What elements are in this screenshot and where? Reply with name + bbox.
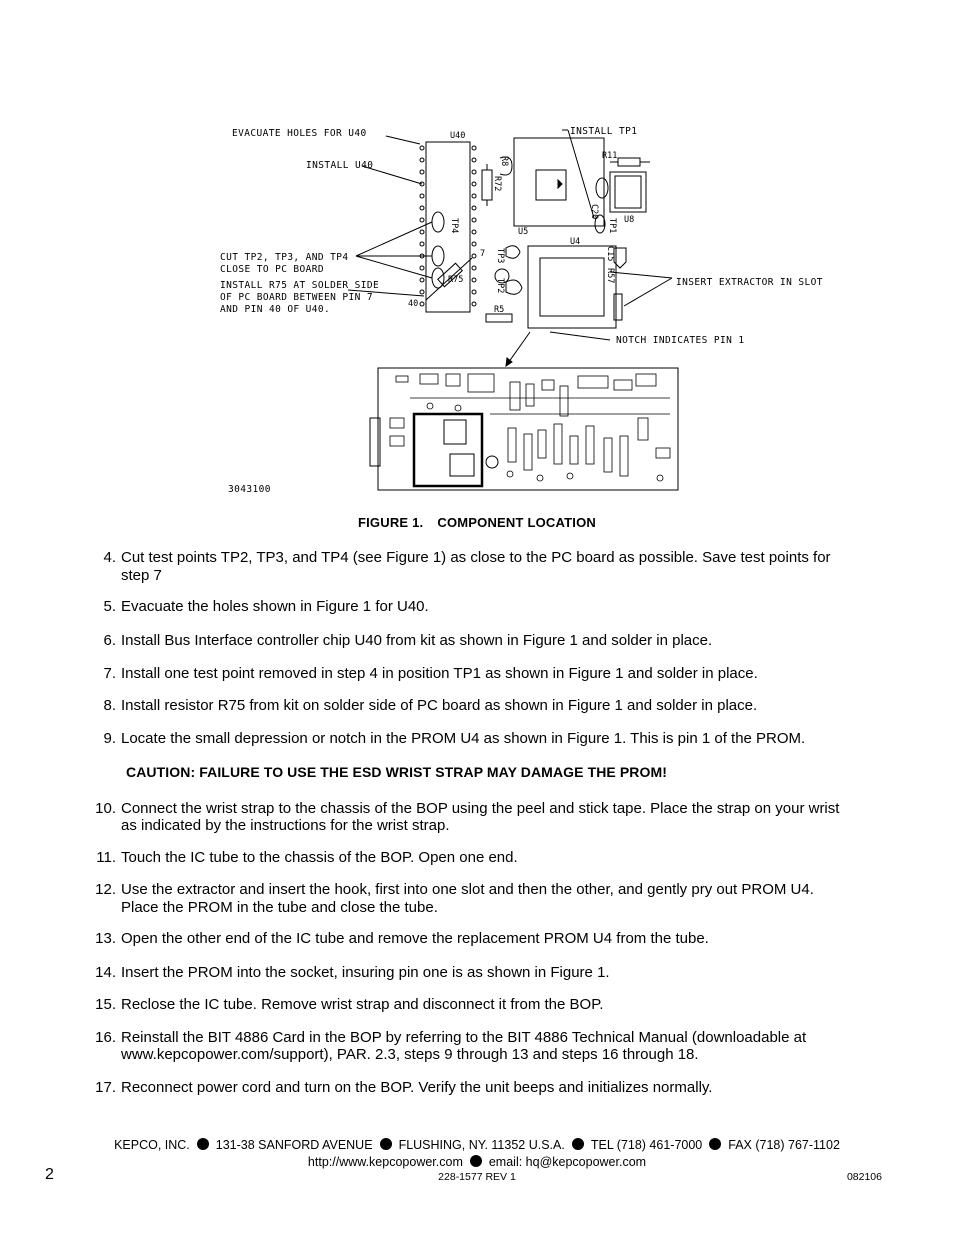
label-r75: R75 (448, 275, 464, 285)
bullet-icon (709, 1138, 721, 1150)
r11-body (618, 158, 640, 166)
step-10: 10. Connect the wrist strap to the chassis of the BOP using the peel and stick tape. Place the strap on your wrist as indicated by the instructions for the wrist strap. (95, 799, 840, 834)
bullet-icon (197, 1138, 209, 1150)
component-location-figure (210, 118, 860, 503)
footer-web-line (0, 1155, 954, 1169)
label-r57: R57 (605, 268, 615, 284)
label-tp1: TP1 (607, 218, 617, 234)
footer-city: FLUSHING, NY. 11352 U.S.A. (398, 1138, 565, 1152)
step-9: 9. Locate the small depression or notch in the PROM U4 as shown in Figure 1. This is pin 1 of the PROM. (103, 730, 806, 747)
step-17: 17. Reconnect power cord and turn on the BOP. Verify the unit beeps and initializes normally. (95, 1078, 713, 1096)
figure-caption (0, 515, 954, 530)
callout-install-r75-line3: AND PIN 40 OF U40. (220, 304, 331, 315)
footer-email-link[interactable]: email: hq@kepcopower.com (488, 1155, 647, 1169)
procedure-steps (90, 549, 850, 1096)
label-c15: C15 (605, 246, 615, 262)
step-12: 12. Use the extractor and insert the hook, first into one slot and then the other, and gently pry out PROM U4. Place the PROM in the tube and close the tube. (95, 881, 814, 916)
step-7: 7. Install one test point removed in step 4 in position TP1 as shown in Figure 1 and solder in place. (103, 665, 758, 682)
step-14: 14. Insert the PROM into the socket, insuring pin one is as shown in Figure 1. (95, 963, 610, 981)
label-pin40: 40 (408, 299, 419, 309)
footer-company: KEPCO, INC. (114, 1138, 190, 1152)
step-15: 15. Reclose the IC tube. Remove wrist strap and disconnect it from the BOP. (95, 996, 604, 1013)
footer-contact-line (0, 1138, 954, 1152)
footer-website-link[interactable]: http://www.kepcopower.com (307, 1155, 463, 1169)
board-number-label: 3043100 (228, 484, 271, 495)
callout-notch-indicates: NOTCH INDICATES PIN 1 (616, 335, 745, 346)
figure-caption-number: FIGURE 1. (357, 515, 424, 530)
step-16: 16. Reinstall the BIT 4886 Card in the BOP by referring to the BIT 4886 Technical Manual (downloadable at www.kepcopower.com/support), PAR. 2.3, steps 9 through 13 and steps 16 through 18. (95, 1028, 807, 1063)
callout-install-tp1: INSTALL TP1 (570, 126, 638, 137)
step-8: 8. Install resistor R75 from kit on solder side of PC board as shown in Figure 1 and solder in place. (103, 696, 758, 714)
label-tp3: TP3 (495, 248, 505, 264)
document-date-code: 082106 (846, 1171, 882, 1183)
step-5: 5. Evacuate the holes shown in Figure 1 for U40. (103, 598, 429, 615)
pc-board-outline (378, 368, 678, 490)
label-r8: R8 (499, 156, 509, 167)
footer-fax: FAX (718) 767-1102 (728, 1138, 840, 1152)
callout-evacuate-holes: EVACUATE HOLES FOR U40 (232, 128, 367, 139)
callout-cut-tp-line2: CLOSE TO PC BOARD (220, 264, 325, 275)
r5-body (486, 314, 512, 322)
r72-body (482, 170, 492, 200)
esd-caution-notice: CAUTION: FAILURE TO USE THE ESD WRIST STRAP MAY DAMAGE THE PROM! (126, 764, 668, 780)
bullet-icon (380, 1138, 392, 1150)
r57-body (614, 294, 622, 320)
label-u4: U4 (570, 237, 581, 247)
label-tp4: TP4 (449, 218, 459, 234)
bullet-icon (572, 1138, 584, 1150)
callout-install-r75-line1: INSTALL R75 AT SOLDER SIDE (220, 280, 380, 291)
label-tp2: TP2 (495, 278, 505, 294)
c20-outline (596, 178, 608, 198)
label-u8: U8 (624, 215, 635, 225)
label-r72: R72 (492, 176, 502, 192)
callout-install-u40: INSTALL U40 (306, 160, 374, 171)
board-highlight-area (414, 414, 482, 486)
footer-address: 131-38 SANFORD AVENUE (215, 1138, 373, 1152)
footer-tel: TEL (718) 461-7000 (590, 1138, 703, 1152)
label-r11: R11 (602, 151, 618, 161)
callout-cut-tp-line1: CUT TP2, TP3, AND TP4 (220, 252, 349, 263)
figure-caption-title: COMPONENT LOCATION (437, 515, 596, 530)
page-number: 2 (45, 1166, 54, 1183)
label-u40: U40 (450, 131, 466, 141)
c19-outline (506, 280, 522, 294)
callout-insert-extractor: INSERT EXTRACTOR IN SLOT (676, 277, 823, 288)
document-revision: 228-1577 REV 1 (438, 1171, 516, 1183)
tp3-outline (432, 246, 444, 266)
label-c20: C20 (589, 204, 599, 220)
step-13: 13. Open the other end of the IC tube and remove the replacement PROM U4 from the tube. (95, 930, 709, 947)
component-diagram (210, 118, 860, 503)
step-11: 11. Touch the IC tube to the chassis of the BOP. Open one end. (96, 848, 518, 866)
board-components (390, 374, 670, 481)
label-pin7: 7 (480, 249, 486, 259)
callout-install-r75-line2: OF PC BOARD BETWEEN PIN 7 (220, 292, 373, 303)
label-r5: R5 (494, 305, 505, 315)
step-6: 6. Install Bus Interface controller chip U40 from kit as shown in Figure 1 and solder in place. (103, 631, 713, 649)
step-4: 4. Cut test points TP2, TP3, and TP4 (see Figure 1) as close to the PC board as possible. Save test points for step 7 (103, 549, 831, 584)
c23-outline (506, 246, 520, 259)
tp4-outline (432, 212, 444, 232)
bullet-icon (470, 1155, 482, 1167)
label-u5: U5 (518, 227, 529, 237)
